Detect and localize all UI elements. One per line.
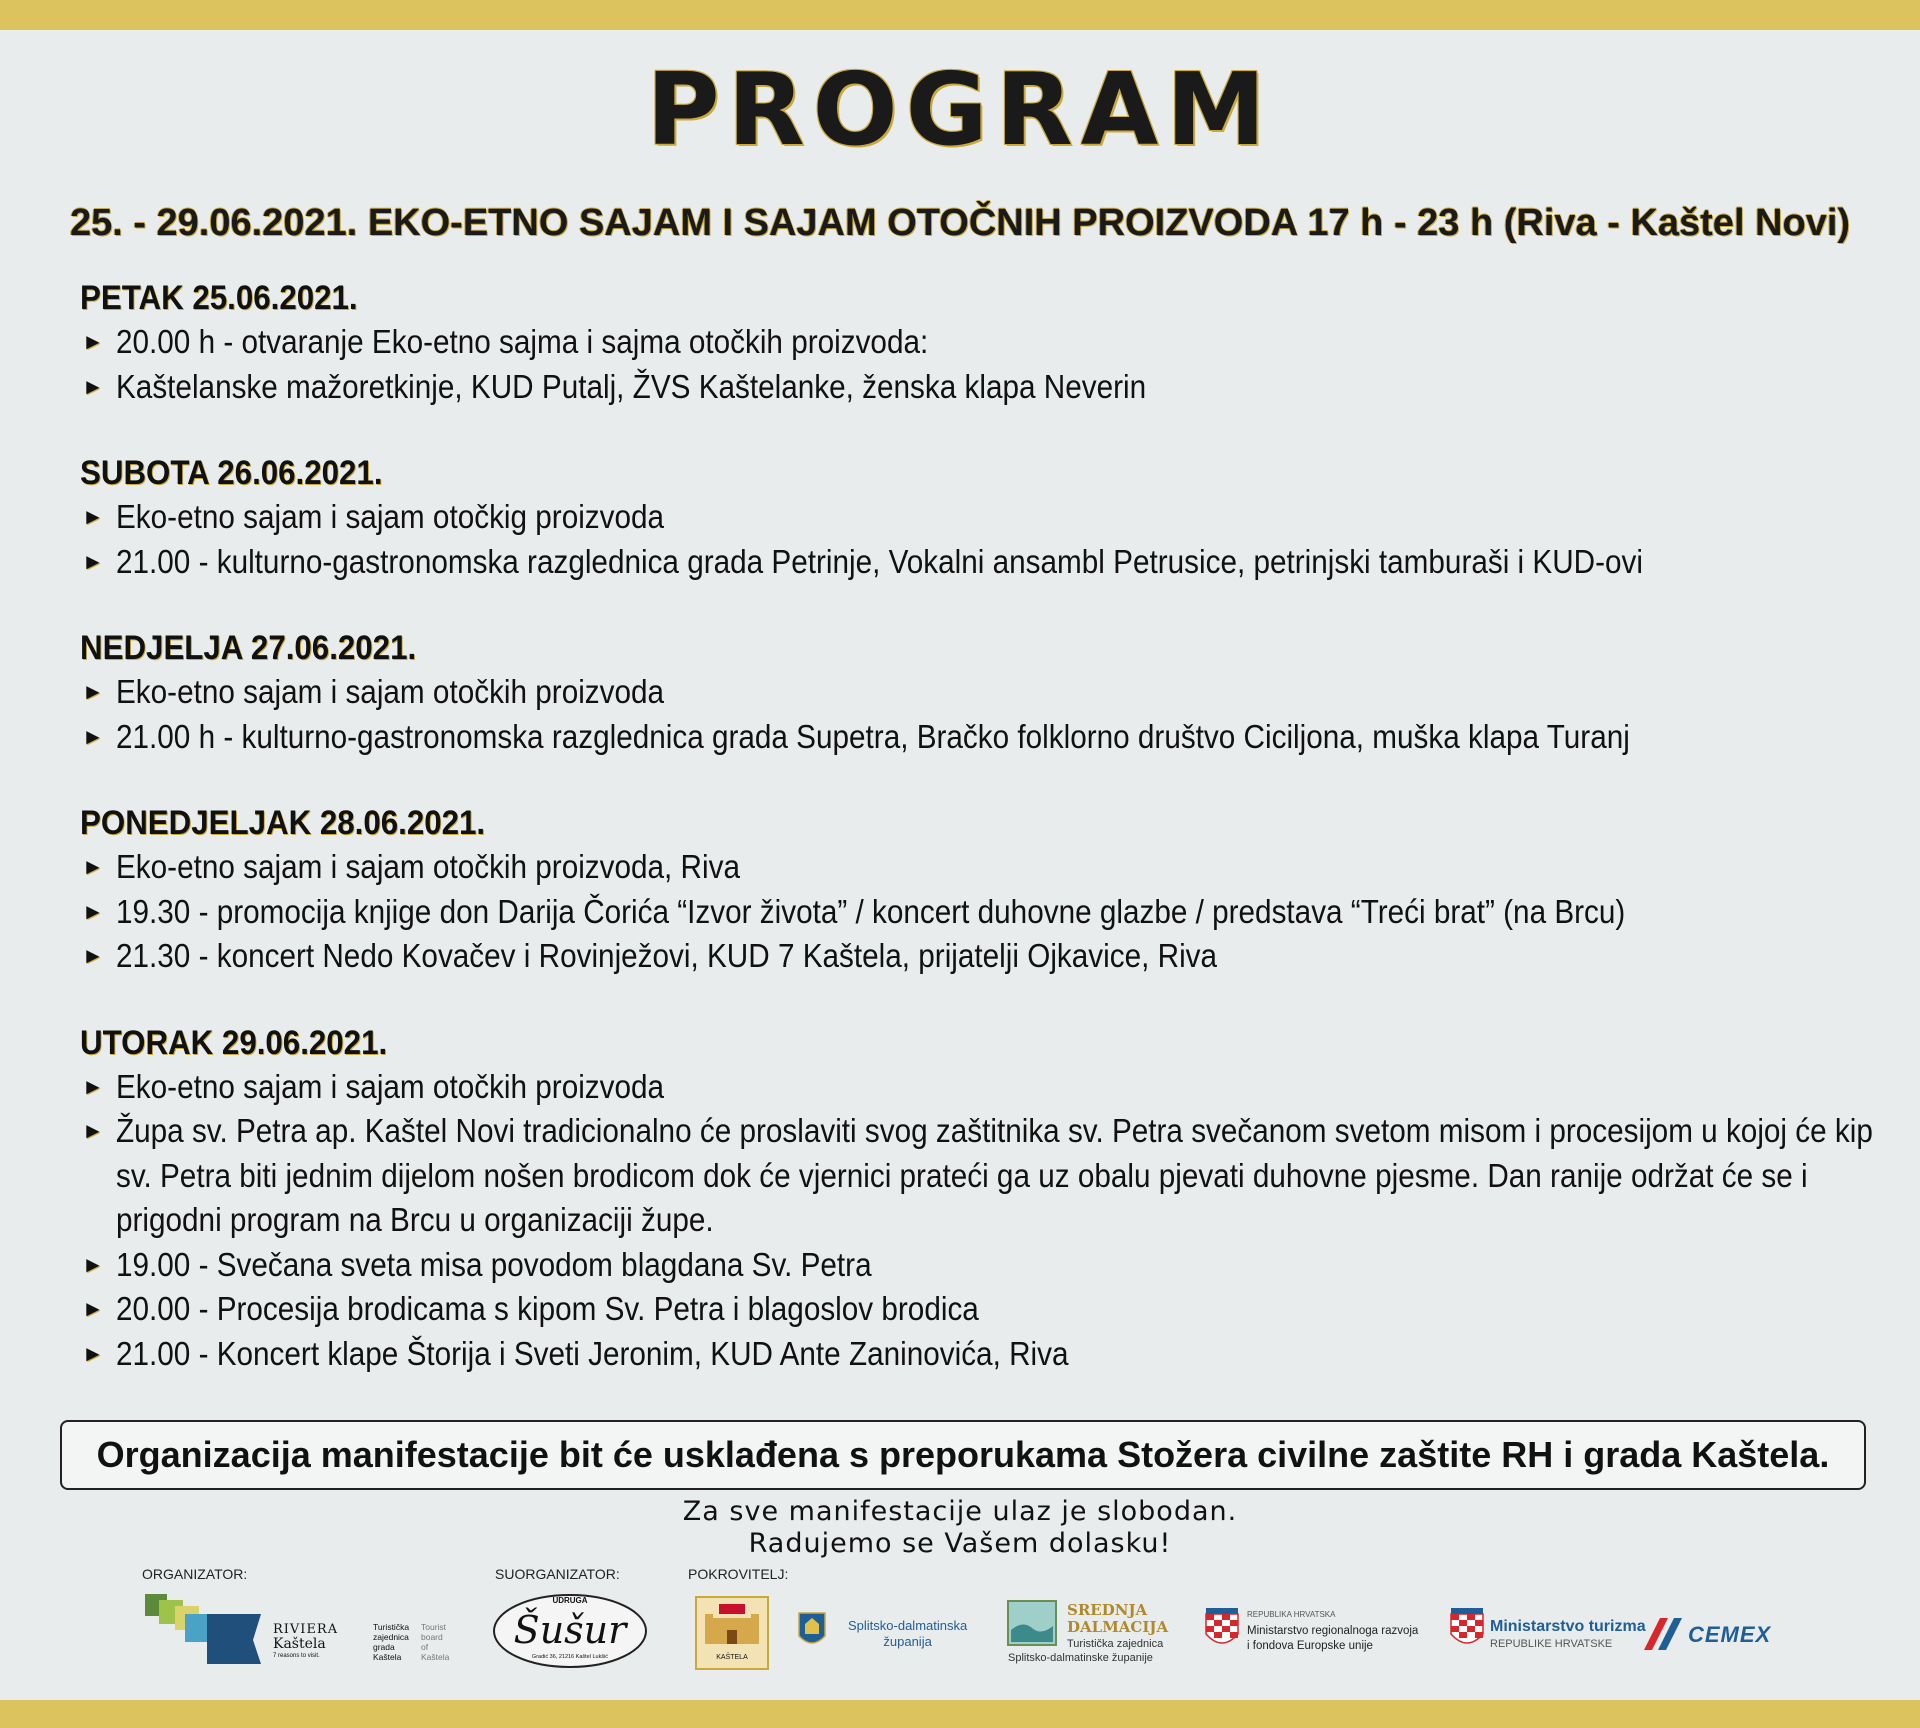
day-section-utorak (80, 1021, 1880, 1377)
list-item: ► Kaštelanske mažoretkinje, KUD Putalj, ŽVS Kaštelanke, ženska klapa Neverin (80, 365, 1880, 410)
day-title: NEDJELJA 27.06.2021. (80, 629, 417, 667)
croatian-coat-of-arms-icon (1205, 1608, 1239, 1652)
list-item: ► Eko-etno sajam i sajam otočkih proizvoda (80, 1065, 1880, 1110)
suorganizator-label: SUORGANIZATOR: (495, 1566, 620, 1582)
county-shield-icon (798, 1612, 826, 1650)
bullet-arrow-icon: ► (82, 504, 104, 529)
bullet-arrow-icon: ► (82, 373, 104, 399)
event-subtitle: 25. - 29.06.2021. EKO-ETNO SAJAM I SAJAM OTOČNIH PROIZVODA 17 h - 23 h (Riva - Kaštel Novi) (69, 202, 1851, 244)
splitsko-dalmatinska-logo: Splitsko-dalmatinska županija (798, 1612, 978, 1658)
list-item: ► 21.00 - Koncert klape Štorija i Sveti Jeronim, KUD Ante Zaninovića, Riva (80, 1332, 1880, 1377)
srednja-dalmacija-logo: SREDNJA DALMACIJA Turistička zajednica Splitsko-dalmatinske županije (1008, 1601, 1169, 1664)
covid-note-text: Organizacija manifestacije bit će usklađena s preporukama Stožera civilne zaštite RH i grada Kaštela. (96, 1434, 1830, 1475)
srednja-dalmacija-emblem-icon (1007, 1600, 1057, 1646)
day-section-ponedjeljak (80, 801, 1880, 979)
bullet-arrow-icon: ► (82, 1073, 104, 1099)
bullet-arrow-icon: ► (82, 943, 104, 968)
bullet-arrow-icon: ► (82, 723, 104, 749)
list-item: ► 20.00 h - otvaranje Eko-etno sajma i sajma otočkih proizvoda: (80, 320, 1880, 365)
list-item: ► Župa sv. Petra ap. Kaštel Novi tradicionalno će proslaviti svog zaštitnika sv. Petra svečanom svetom misom i procesijom u kojoj će kip sv. Petra biti jednim dijelom nošen brodicom dok će vjernici prateći ga uz obalu pjevati duhovne pjesme. Dan ranije održat će se i prigodni program na Brcu u organizaciji župe. (80, 1109, 1880, 1243)
tz-kastela-logo: Turistička zajednica grada Kaštela Tourist board of Kaštela (373, 1622, 450, 1662)
croatian-coat-of-arms-icon (1450, 1608, 1484, 1652)
bullet-arrow-icon: ► (82, 548, 104, 574)
day-title: PONEDJELJAK 28.06.2021. (80, 804, 486, 842)
ministarstvo-regionalnog-razvoja-logo: REPUBLIKA HRVATSKA Ministarstvo regionalnoga razvoja i fondova Europske unije (1205, 1608, 1435, 1662)
cemex-stripes-icon (1640, 1616, 1690, 1652)
pokrovitelj-label: POKROVITELJ: (688, 1566, 789, 1582)
covid-note-box (60, 1420, 1866, 1490)
day-title: UTORAK 29.06.2021. (80, 1023, 388, 1062)
cemex-logo: CEMEX (1640, 1616, 1790, 1656)
organizator-label: ORGANIZATOR: (142, 1566, 248, 1582)
top-border-bar (0, 0, 1920, 30)
bullet-arrow-icon: ► (82, 679, 104, 704)
bullet-arrow-icon: ► (82, 854, 104, 879)
list-item: ► Eko-etno sajam i sajam otočkig proizvoda (80, 495, 1880, 540)
ministarstvo-turizma-logo: Ministarstvo turizma REPUBLIKE HRVATSKE (1450, 1608, 1640, 1662)
kastela-crest-logo: KAŠTELA (695, 1596, 769, 1670)
list-item: ► 21.00 h - kulturno-gastronomska razglednica grada Supetra, Bračko folklorno društvo Ciciljona, muška klapa Turanj (80, 715, 1880, 760)
riviera-squares-icon (145, 1592, 265, 1664)
list-item: ► 20.00 - Procesija brodicama s kipom Sv. Petra i blagoslov brodica (80, 1287, 1880, 1332)
program-schedule (80, 276, 1880, 1418)
susur-udruga-logo: UDRUGA Šušur Gradić 36, 21216 Kaštel Lukšić (492, 1592, 648, 1670)
day-section-petak (80, 276, 1880, 409)
free-entry-text: Za sve manifestacije ulaz je slobodan. Radujemo se Vašem dolasku! (682, 1496, 1238, 1559)
bullet-arrow-icon: ► (82, 1296, 104, 1321)
bullet-arrow-icon: ► (82, 1340, 104, 1366)
day-title: SUBOTA 26.06.2021. (80, 454, 383, 492)
list-item: ► 21.30 - koncert Nedo Kovačev i Rovinježovi, KUD 7 Kaštela, prijatelji Ojkavice, Riva (80, 934, 1880, 979)
bottom-border-bar (0, 1700, 1920, 1728)
bullet-arrow-icon: ► (82, 1251, 104, 1277)
bullet-arrow-icon: ► (82, 898, 104, 924)
list-item: ► Eko-etno sajam i sajam otočkih proizvoda (80, 670, 1880, 715)
castle-icon (697, 1598, 767, 1652)
list-item: ► 19.00 - Svečana sveta misa povodom blagdana Sv. Petra (80, 1243, 1880, 1288)
list-item: ► 21.00 - kulturno-gastronomska razglednica grada Petrinje, Vokalni ansambl Petrusice, petrinjski tamburaši i KUD-ovi (80, 540, 1880, 585)
page-title: PROGRAM (646, 51, 1274, 168)
day-title: PETAK 25.06.2021. (80, 279, 358, 317)
bullet-arrow-icon: ► (82, 1118, 104, 1143)
riviera-kastela-logo: RIVIERA Kaštela 7 reasons to visit. (145, 1592, 345, 1664)
list-item: ► 19.30 - promocija knjige don Darija Čorića “Izvor života” / koncert duhovne glazbe / predstava “Treći brat” (na Brcu) (80, 890, 1880, 935)
bullet-arrow-icon: ► (82, 329, 104, 354)
list-item: ► Eko-etno sajam i sajam otočkih proizvoda, Riva (80, 845, 1880, 890)
day-section-nedjelja (80, 626, 1880, 759)
day-section-subota (80, 451, 1880, 584)
